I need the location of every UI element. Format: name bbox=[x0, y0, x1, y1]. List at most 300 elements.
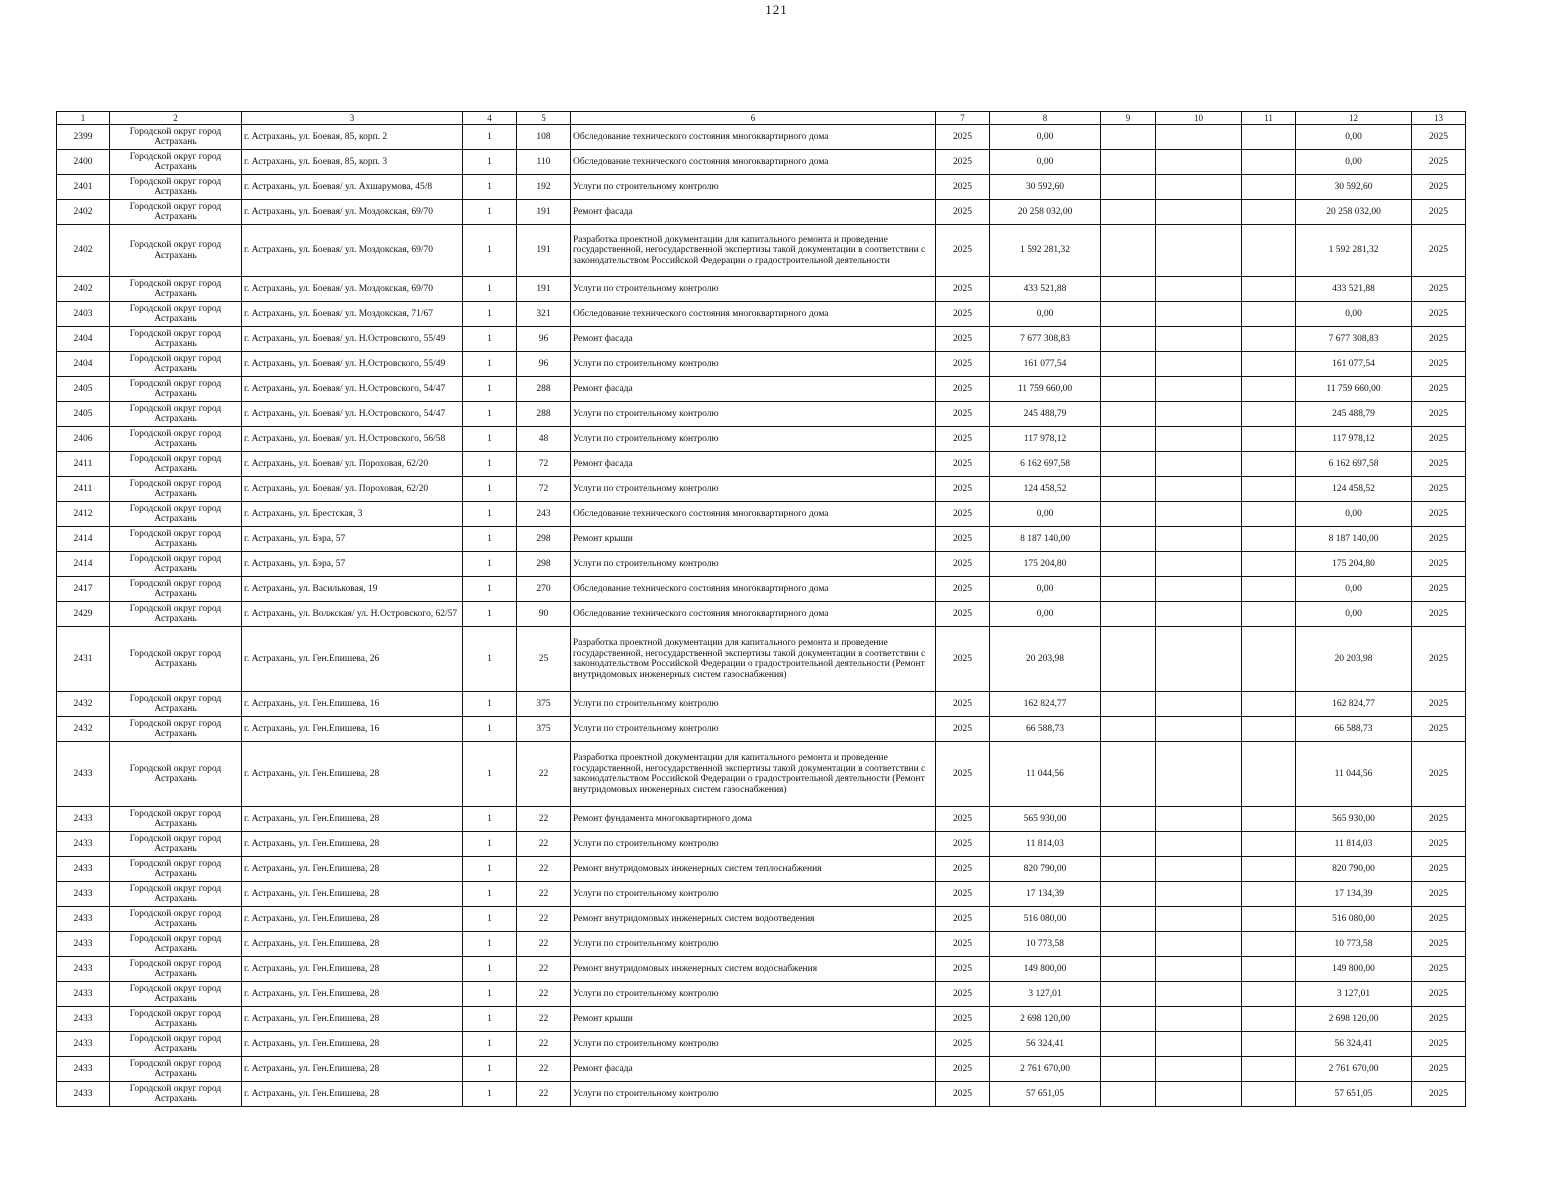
column-4-cell: 1 bbox=[463, 832, 517, 857]
year-cell: 2025 bbox=[936, 627, 990, 692]
work-type-cell: Ремонт фасада bbox=[571, 377, 936, 402]
column-5-cell: 22 bbox=[517, 857, 571, 882]
table-row bbox=[57, 552, 1466, 577]
column-11-cell bbox=[1242, 717, 1296, 742]
cost-cell: 11 044,56 bbox=[990, 742, 1101, 807]
completion-year-cell: 2025 bbox=[1412, 907, 1466, 932]
column-11-cell bbox=[1242, 452, 1296, 477]
total-cost-cell: 10 773,58 bbox=[1296, 932, 1412, 957]
table-row bbox=[57, 377, 1466, 402]
cost-cell: 0,00 bbox=[990, 502, 1101, 527]
municipality-cell: Городской округ город Астрахань bbox=[110, 527, 242, 552]
year-cell: 2025 bbox=[936, 527, 990, 552]
work-type-cell: Услуги по строительному контролю bbox=[571, 427, 936, 452]
column-9-cell bbox=[1101, 1007, 1156, 1032]
municipality-cell: Городской округ город Астрахань bbox=[110, 200, 242, 225]
column-9-cell bbox=[1101, 125, 1156, 150]
municipality-cell: Городской округ город Астрахань bbox=[110, 175, 242, 200]
column-9-cell bbox=[1101, 225, 1156, 277]
column-11-cell bbox=[1242, 302, 1296, 327]
column-4-cell: 1 bbox=[463, 742, 517, 807]
column-header: 8 bbox=[990, 112, 1101, 125]
municipality-cell: Городской округ город Астрахань bbox=[110, 552, 242, 577]
completion-year-cell: 2025 bbox=[1412, 125, 1466, 150]
completion-year-cell: 2025 bbox=[1412, 427, 1466, 452]
column-10-cell bbox=[1156, 807, 1242, 832]
column-11-cell bbox=[1242, 402, 1296, 427]
year-cell: 2025 bbox=[936, 907, 990, 932]
municipality-cell: Городской округ город Астрахань bbox=[110, 932, 242, 957]
year-cell: 2025 bbox=[936, 932, 990, 957]
table-row bbox=[57, 832, 1466, 857]
total-cost-cell: 117 978,12 bbox=[1296, 427, 1412, 452]
row-number-cell: 2403 bbox=[57, 302, 110, 327]
total-cost-cell: 161 077,54 bbox=[1296, 352, 1412, 377]
column-9-cell bbox=[1101, 527, 1156, 552]
column-11-cell bbox=[1242, 982, 1296, 1007]
column-9-cell bbox=[1101, 277, 1156, 302]
cost-cell: 565 930,00 bbox=[990, 807, 1101, 832]
work-type-cell: Услуги по строительному контролю bbox=[571, 402, 936, 427]
column-9-cell bbox=[1101, 377, 1156, 402]
completion-year-cell: 2025 bbox=[1412, 302, 1466, 327]
column-11-cell bbox=[1242, 477, 1296, 502]
column-9-cell bbox=[1101, 602, 1156, 627]
column-4-cell: 1 bbox=[463, 527, 517, 552]
year-cell: 2025 bbox=[936, 832, 990, 857]
address-cell: г. Астрахань, ул. Боевая, 85, корп. 3 bbox=[242, 150, 463, 175]
row-number-cell: 2400 bbox=[57, 150, 110, 175]
cost-cell: 6 162 697,58 bbox=[990, 452, 1101, 477]
address-cell: г. Астрахань, ул. Боевая/ ул. Моздокская, 69/70 bbox=[242, 200, 463, 225]
row-number-cell: 2431 bbox=[57, 627, 110, 692]
column-5-cell: 298 bbox=[517, 527, 571, 552]
year-cell: 2025 bbox=[936, 175, 990, 200]
column-11-cell bbox=[1242, 932, 1296, 957]
cost-cell: 7 677 308,83 bbox=[990, 327, 1101, 352]
cost-cell: 3 127,01 bbox=[990, 982, 1101, 1007]
row-number-cell: 2411 bbox=[57, 452, 110, 477]
total-cost-cell: 1 592 281,32 bbox=[1296, 225, 1412, 277]
table-row bbox=[57, 932, 1466, 957]
column-10-cell bbox=[1156, 932, 1242, 957]
cost-cell: 20 203,98 bbox=[990, 627, 1101, 692]
column-5-cell: 191 bbox=[517, 200, 571, 225]
cost-cell: 11 759 660,00 bbox=[990, 377, 1101, 402]
address-cell: г. Астрахань, ул. Ген.Епишева, 28 bbox=[242, 882, 463, 907]
table-row bbox=[57, 175, 1466, 200]
column-11-cell bbox=[1242, 377, 1296, 402]
total-cost-cell: 56 324,41 bbox=[1296, 1032, 1412, 1057]
table-row bbox=[57, 907, 1466, 932]
column-4-cell: 1 bbox=[463, 502, 517, 527]
year-cell: 2025 bbox=[936, 742, 990, 807]
column-4-cell: 1 bbox=[463, 932, 517, 957]
address-cell: г. Астрахань, ул. Ген.Епишева, 28 bbox=[242, 1032, 463, 1057]
municipality-cell: Городской округ город Астрахань bbox=[110, 857, 242, 882]
municipality-cell: Городской округ город Астрахань bbox=[110, 302, 242, 327]
column-10-cell bbox=[1156, 327, 1242, 352]
cost-cell: 516 080,00 bbox=[990, 907, 1101, 932]
column-5-cell: 270 bbox=[517, 577, 571, 602]
cost-cell: 0,00 bbox=[990, 577, 1101, 602]
completion-year-cell: 2025 bbox=[1412, 742, 1466, 807]
cost-cell: 11 814,03 bbox=[990, 832, 1101, 857]
column-9-cell bbox=[1101, 717, 1156, 742]
column-10-cell bbox=[1156, 225, 1242, 277]
column-4-cell: 1 bbox=[463, 1057, 517, 1082]
column-9-cell bbox=[1101, 452, 1156, 477]
table-row bbox=[57, 125, 1466, 150]
row-number-cell: 2402 bbox=[57, 225, 110, 277]
page-number: 121 bbox=[765, 2, 788, 17]
year-cell: 2025 bbox=[936, 277, 990, 302]
column-11-cell bbox=[1242, 907, 1296, 932]
table-row bbox=[57, 957, 1466, 982]
column-11-cell bbox=[1242, 175, 1296, 200]
work-type-cell: Разработка проектной документации для капитального ремонта и проведение государственной, негосударственной экспертизы такой документации в соответствии с законодательством Российской Федерации о градостроительной деятельности (Ремонт внутридомовых инженерных систем газоснабжения) bbox=[571, 742, 936, 807]
column-5-cell: 22 bbox=[517, 1082, 571, 1107]
total-cost-cell: 149 800,00 bbox=[1296, 957, 1412, 982]
completion-year-cell: 2025 bbox=[1412, 150, 1466, 175]
column-4-cell: 1 bbox=[463, 882, 517, 907]
column-5-cell: 48 bbox=[517, 427, 571, 452]
completion-year-cell: 2025 bbox=[1412, 452, 1466, 477]
municipality-cell: Городской округ город Астрахань bbox=[110, 1032, 242, 1057]
column-4-cell: 1 bbox=[463, 327, 517, 352]
column-10-cell bbox=[1156, 502, 1242, 527]
total-cost-cell: 2 761 670,00 bbox=[1296, 1057, 1412, 1082]
column-10-cell bbox=[1156, 602, 1242, 627]
cost-cell: 0,00 bbox=[990, 150, 1101, 175]
table-row bbox=[57, 327, 1466, 352]
cost-cell: 124 458,52 bbox=[990, 477, 1101, 502]
work-type-cell: Ремонт фасада bbox=[571, 452, 936, 477]
address-cell: г. Астрахань, ул. Бэра, 57 bbox=[242, 552, 463, 577]
table-row bbox=[57, 427, 1466, 452]
year-cell: 2025 bbox=[936, 1032, 990, 1057]
table-row bbox=[57, 402, 1466, 427]
address-cell: г. Астрахань, ул. Ген.Епишева, 28 bbox=[242, 832, 463, 857]
year-cell: 2025 bbox=[936, 502, 990, 527]
total-cost-cell: 0,00 bbox=[1296, 150, 1412, 175]
year-cell: 2025 bbox=[936, 125, 990, 150]
column-9-cell bbox=[1101, 932, 1156, 957]
table-row bbox=[57, 627, 1466, 692]
year-cell: 2025 bbox=[936, 602, 990, 627]
completion-year-cell: 2025 bbox=[1412, 832, 1466, 857]
municipality-cell: Городской округ город Астрахань bbox=[110, 1007, 242, 1032]
municipality-cell: Городской округ город Астрахань bbox=[110, 807, 242, 832]
column-4-cell: 1 bbox=[463, 377, 517, 402]
municipality-cell: Городской округ город Астрахань bbox=[110, 327, 242, 352]
year-cell: 2025 bbox=[936, 477, 990, 502]
table-row bbox=[57, 150, 1466, 175]
cost-cell: 1 592 281,32 bbox=[990, 225, 1101, 277]
column-4-cell: 1 bbox=[463, 277, 517, 302]
total-cost-cell: 516 080,00 bbox=[1296, 907, 1412, 932]
completion-year-cell: 2025 bbox=[1412, 1007, 1466, 1032]
column-9-cell bbox=[1101, 302, 1156, 327]
row-number-cell: 2433 bbox=[57, 1007, 110, 1032]
work-type-cell: Обследование технического состояния многоквартирного дома bbox=[571, 125, 936, 150]
row-number-cell: 2433 bbox=[57, 832, 110, 857]
column-11-cell bbox=[1242, 957, 1296, 982]
total-cost-cell: 7 677 308,83 bbox=[1296, 327, 1412, 352]
year-cell: 2025 bbox=[936, 225, 990, 277]
year-cell: 2025 bbox=[936, 957, 990, 982]
municipality-cell: Городской округ город Астрахань bbox=[110, 717, 242, 742]
column-10-cell bbox=[1156, 277, 1242, 302]
total-cost-cell: 3 127,01 bbox=[1296, 982, 1412, 1007]
row-number-cell: 2433 bbox=[57, 982, 110, 1007]
address-cell: г. Астрахань, ул. Ген.Епишева, 28 bbox=[242, 932, 463, 957]
column-4-cell: 1 bbox=[463, 907, 517, 932]
column-5-cell: 22 bbox=[517, 1057, 571, 1082]
address-cell: г. Астрахань, ул. Ген.Епишева, 28 bbox=[242, 807, 463, 832]
address-cell: г. Астрахань, ул. Ген.Епишева, 28 bbox=[242, 982, 463, 1007]
column-header: 2 bbox=[110, 112, 242, 125]
total-cost-cell: 0,00 bbox=[1296, 577, 1412, 602]
year-cell: 2025 bbox=[936, 577, 990, 602]
column-5-cell: 22 bbox=[517, 1007, 571, 1032]
municipality-cell: Городской округ город Астрахань bbox=[110, 982, 242, 1007]
column-5-cell: 192 bbox=[517, 175, 571, 200]
column-9-cell bbox=[1101, 150, 1156, 175]
year-cell: 2025 bbox=[936, 427, 990, 452]
column-4-cell: 1 bbox=[463, 692, 517, 717]
cost-cell: 56 324,41 bbox=[990, 1032, 1101, 1057]
municipality-cell: Городской округ город Астрахань bbox=[110, 627, 242, 692]
column-10-cell bbox=[1156, 957, 1242, 982]
column-4-cell: 1 bbox=[463, 957, 517, 982]
column-11-cell bbox=[1242, 225, 1296, 277]
table-row bbox=[57, 577, 1466, 602]
column-5-cell: 288 bbox=[517, 402, 571, 427]
year-cell: 2025 bbox=[936, 402, 990, 427]
address-cell: г. Астрахань, ул. Боевая/ ул. Н.Островского, 55/49 bbox=[242, 327, 463, 352]
completion-year-cell: 2025 bbox=[1412, 352, 1466, 377]
column-5-cell: 110 bbox=[517, 150, 571, 175]
table-row bbox=[57, 857, 1466, 882]
column-10-cell bbox=[1156, 832, 1242, 857]
year-cell: 2025 bbox=[936, 352, 990, 377]
column-10-cell bbox=[1156, 1032, 1242, 1057]
work-type-cell: Услуги по строительному контролю bbox=[571, 477, 936, 502]
municipality-cell: Городской округ город Астрахань bbox=[110, 352, 242, 377]
completion-year-cell: 2025 bbox=[1412, 932, 1466, 957]
column-4-cell: 1 bbox=[463, 717, 517, 742]
total-cost-cell: 11 759 660,00 bbox=[1296, 377, 1412, 402]
column-5-cell: 72 bbox=[517, 452, 571, 477]
column-11-cell bbox=[1242, 857, 1296, 882]
column-header: 10 bbox=[1156, 112, 1242, 125]
year-cell: 2025 bbox=[936, 1057, 990, 1082]
row-number-cell: 2433 bbox=[57, 907, 110, 932]
column-4-cell: 1 bbox=[463, 150, 517, 175]
work-type-cell: Разработка проектной документации для капитального ремонта и проведение государственной, негосударственной экспертизы такой документации в соответствии с законодательством Российской Федерации о градостроительной деятельности (Ремонт внутридомовых инженерных систем газоснабжения) bbox=[571, 627, 936, 692]
municipality-cell: Городской округ город Астрахань bbox=[110, 957, 242, 982]
row-number-cell: 2404 bbox=[57, 352, 110, 377]
column-5-cell: 96 bbox=[517, 327, 571, 352]
column-10-cell bbox=[1156, 577, 1242, 602]
year-cell: 2025 bbox=[936, 692, 990, 717]
municipality-cell: Городской округ город Астрахань bbox=[110, 477, 242, 502]
column-5-cell: 90 bbox=[517, 602, 571, 627]
column-9-cell bbox=[1101, 200, 1156, 225]
column-4-cell: 1 bbox=[463, 175, 517, 200]
row-number-cell: 2433 bbox=[57, 742, 110, 807]
column-5-cell: 191 bbox=[517, 277, 571, 302]
column-11-cell bbox=[1242, 1082, 1296, 1107]
total-cost-cell: 124 458,52 bbox=[1296, 477, 1412, 502]
cost-cell: 20 258 032,00 bbox=[990, 200, 1101, 225]
total-cost-cell: 20 258 032,00 bbox=[1296, 200, 1412, 225]
column-9-cell bbox=[1101, 907, 1156, 932]
cost-cell: 2 761 670,00 bbox=[990, 1057, 1101, 1082]
capital-repair-table bbox=[56, 111, 1466, 1107]
table-row bbox=[57, 1057, 1466, 1082]
work-type-cell: Обследование технического состояния многоквартирного дома bbox=[571, 302, 936, 327]
completion-year-cell: 2025 bbox=[1412, 175, 1466, 200]
address-cell: г. Астрахань, ул. Боевая/ ул. Моздокская, 71/67 bbox=[242, 302, 463, 327]
column-9-cell bbox=[1101, 627, 1156, 692]
column-10-cell bbox=[1156, 175, 1242, 200]
column-9-cell bbox=[1101, 692, 1156, 717]
cost-cell: 0,00 bbox=[990, 125, 1101, 150]
row-number-cell: 2432 bbox=[57, 717, 110, 742]
column-11-cell bbox=[1242, 200, 1296, 225]
total-cost-cell: 8 187 140,00 bbox=[1296, 527, 1412, 552]
total-cost-cell: 0,00 bbox=[1296, 502, 1412, 527]
total-cost-cell: 175 204,80 bbox=[1296, 552, 1412, 577]
column-4-cell: 1 bbox=[463, 352, 517, 377]
work-type-cell: Услуги по строительному контролю bbox=[571, 552, 936, 577]
year-cell: 2025 bbox=[936, 552, 990, 577]
address-cell: г. Астрахань, ул. Ген.Епишева, 28 bbox=[242, 1007, 463, 1032]
cost-cell: 57 651,05 bbox=[990, 1082, 1101, 1107]
municipality-cell: Городской округ город Астрахань bbox=[110, 882, 242, 907]
work-type-cell: Ремонт крыши bbox=[571, 1007, 936, 1032]
year-cell: 2025 bbox=[936, 807, 990, 832]
column-5-cell: 22 bbox=[517, 957, 571, 982]
column-header: 7 bbox=[936, 112, 990, 125]
column-5-cell: 25 bbox=[517, 627, 571, 692]
column-9-cell bbox=[1101, 175, 1156, 200]
column-11-cell bbox=[1242, 125, 1296, 150]
address-cell: г. Астрахань, ул. Ген.Епишева, 28 bbox=[242, 1082, 463, 1107]
cost-cell: 66 588,73 bbox=[990, 717, 1101, 742]
table-row bbox=[57, 352, 1466, 377]
column-header: 1 bbox=[57, 112, 110, 125]
work-type-cell: Услуги по строительному контролю bbox=[571, 982, 936, 1007]
table-row bbox=[57, 807, 1466, 832]
address-cell: г. Астрахань, ул. Боевая/ ул. Пороховая, 62/20 bbox=[242, 477, 463, 502]
cost-cell: 2 698 120,00 bbox=[990, 1007, 1101, 1032]
column-11-cell bbox=[1242, 1057, 1296, 1082]
row-number-cell: 2404 bbox=[57, 327, 110, 352]
row-number-cell: 2411 bbox=[57, 477, 110, 502]
total-cost-cell: 433 521,88 bbox=[1296, 277, 1412, 302]
municipality-cell: Городской округ город Астрахань bbox=[110, 277, 242, 302]
cost-cell: 0,00 bbox=[990, 602, 1101, 627]
column-11-cell bbox=[1242, 832, 1296, 857]
municipality-cell: Городской округ город Астрахань bbox=[110, 452, 242, 477]
table-row bbox=[57, 527, 1466, 552]
municipality-cell: Городской округ город Астрахань bbox=[110, 225, 242, 277]
total-cost-cell: 0,00 bbox=[1296, 125, 1412, 150]
total-cost-cell: 30 592,60 bbox=[1296, 175, 1412, 200]
year-cell: 2025 bbox=[936, 982, 990, 1007]
column-11-cell bbox=[1242, 502, 1296, 527]
column-10-cell bbox=[1156, 1007, 1242, 1032]
address-cell: г. Астрахань, ул. Бэра, 57 bbox=[242, 527, 463, 552]
year-cell: 2025 bbox=[936, 200, 990, 225]
address-cell: г. Астрахань, ул. Волжская/ ул. Н.Островского, 62/57 bbox=[242, 602, 463, 627]
column-10-cell bbox=[1156, 717, 1242, 742]
column-4-cell: 1 bbox=[463, 452, 517, 477]
column-11-cell bbox=[1242, 577, 1296, 602]
year-cell: 2025 bbox=[936, 857, 990, 882]
cost-cell: 8 187 140,00 bbox=[990, 527, 1101, 552]
cost-cell: 149 800,00 bbox=[990, 957, 1101, 982]
column-5-cell: 22 bbox=[517, 982, 571, 1007]
address-cell: г. Астрахань, ул. Боевая/ ул. Н.Островского, 56/58 bbox=[242, 427, 463, 452]
total-cost-cell: 6 162 697,58 bbox=[1296, 452, 1412, 477]
row-number-cell: 2414 bbox=[57, 552, 110, 577]
column-5-cell: 22 bbox=[517, 832, 571, 857]
year-cell: 2025 bbox=[936, 327, 990, 352]
column-9-cell bbox=[1101, 327, 1156, 352]
row-number-cell: 2429 bbox=[57, 602, 110, 627]
row-number-cell: 2433 bbox=[57, 807, 110, 832]
column-4-cell: 1 bbox=[463, 427, 517, 452]
column-11-cell bbox=[1242, 627, 1296, 692]
address-cell: г. Астрахань, ул. Ген.Епишева, 28 bbox=[242, 857, 463, 882]
row-number-cell: 2405 bbox=[57, 402, 110, 427]
table-row bbox=[57, 692, 1466, 717]
column-5-cell: 22 bbox=[517, 742, 571, 807]
work-type-cell: Обследование технического состояния многоквартирного дома bbox=[571, 577, 936, 602]
column-9-cell bbox=[1101, 552, 1156, 577]
work-type-cell: Ремонт внутридомовых инженерных систем водоснабжения bbox=[571, 957, 936, 982]
column-4-cell: 1 bbox=[463, 477, 517, 502]
table-row bbox=[57, 200, 1466, 225]
address-cell: г. Астрахань, ул. Боевая/ ул. Н.Островского, 54/47 bbox=[242, 402, 463, 427]
municipality-cell: Городской округ город Астрахань bbox=[110, 1082, 242, 1107]
cost-cell: 162 824,77 bbox=[990, 692, 1101, 717]
table-row bbox=[57, 452, 1466, 477]
address-cell: г. Астрахань, ул. Боевая/ ул. Моздокская, 69/70 bbox=[242, 277, 463, 302]
total-cost-cell: 11 044,56 bbox=[1296, 742, 1412, 807]
year-cell: 2025 bbox=[936, 1082, 990, 1107]
year-cell: 2025 bbox=[936, 302, 990, 327]
municipality-cell: Городской округ город Астрахань bbox=[110, 402, 242, 427]
work-type-cell: Обследование технического состояния многоквартирного дома bbox=[571, 502, 936, 527]
column-9-cell bbox=[1101, 857, 1156, 882]
address-cell: г. Астрахань, ул. Боевая/ ул. Н.Островского, 55/49 bbox=[242, 352, 463, 377]
column-11-cell bbox=[1242, 352, 1296, 377]
column-9-cell bbox=[1101, 577, 1156, 602]
total-cost-cell: 0,00 bbox=[1296, 602, 1412, 627]
completion-year-cell: 2025 bbox=[1412, 225, 1466, 277]
work-type-cell: Ремонт фасада bbox=[571, 1057, 936, 1082]
cost-cell: 245 488,79 bbox=[990, 402, 1101, 427]
column-4-cell: 1 bbox=[463, 552, 517, 577]
completion-year-cell: 2025 bbox=[1412, 200, 1466, 225]
table-row bbox=[57, 277, 1466, 302]
column-9-cell bbox=[1101, 982, 1156, 1007]
